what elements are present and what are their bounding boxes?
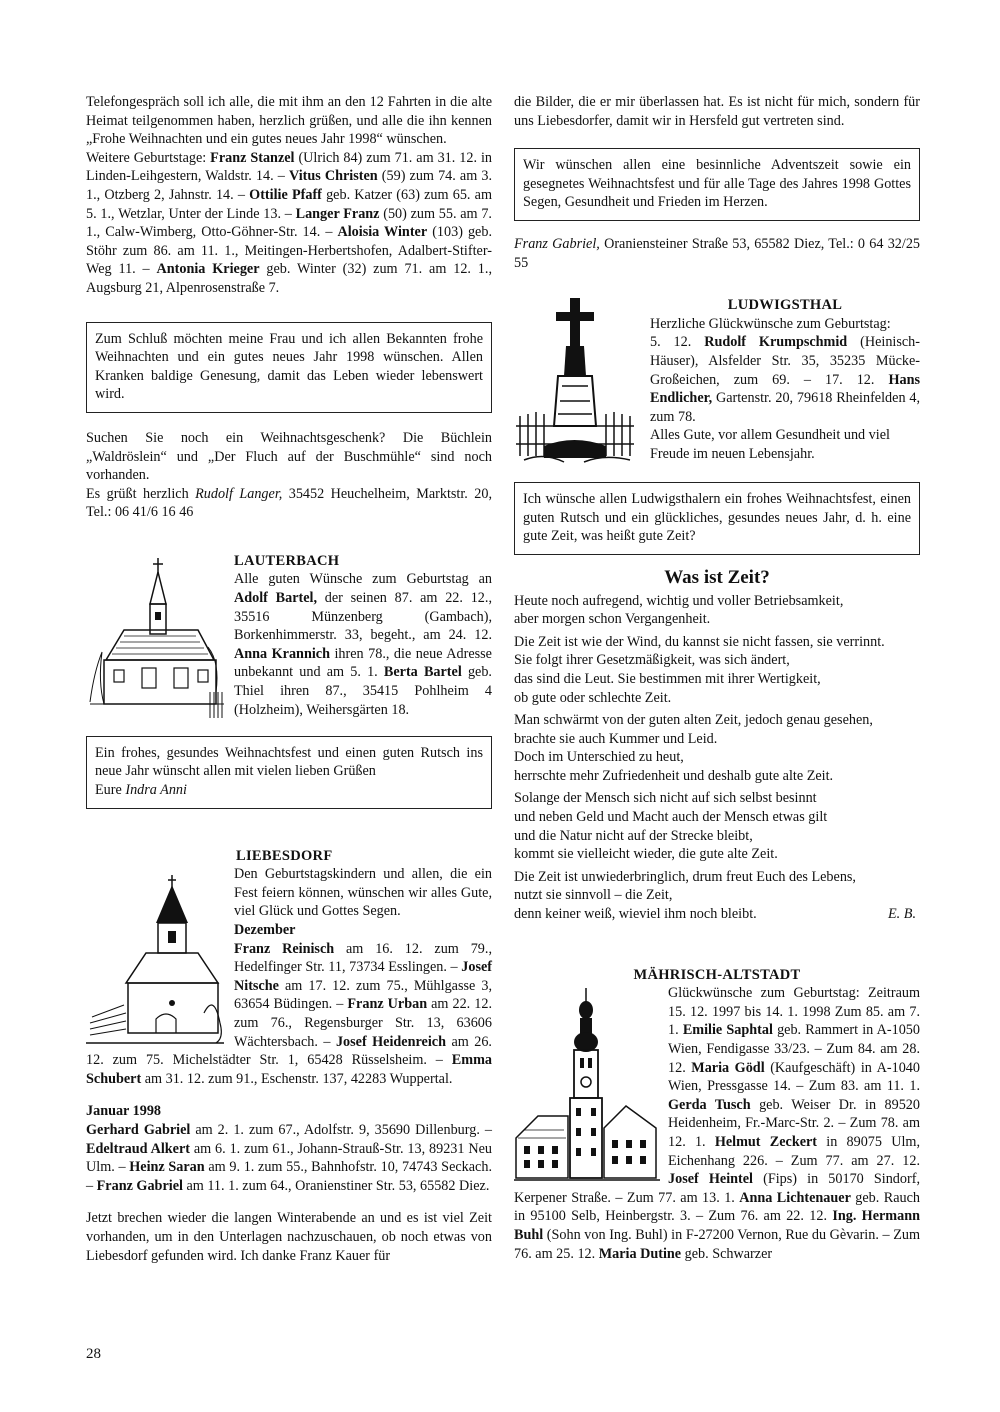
name-highlight: Vitus Christen (288, 168, 378, 185)
poem-line: das sind die Leut. Sie bestimmen mit ihrer Wertigkeit, (514, 670, 821, 687)
text-run: (59) zum 74. am 3. 1., Otzberg 2, Jahnstr. 14. – (86, 168, 492, 203)
birthdays-lead: Weitere Geburtstage: (86, 149, 211, 166)
altstadt-tower-illustration (514, 988, 660, 1188)
gabriel-signature (514, 235, 920, 272)
greeting-box-ludwigsthal-text: Ich wünsche allen Ludwigsthalern ein frohes Weihnachtsfest, einen guten Rutsch und ein glückliches, gesundes neues Jahr, d. h. eine gute Zeit, was heißt gute Zeit? (523, 491, 911, 545)
text-run: (Ulrich 84) zum 71. am 31. 12. in Linden-Leihgestern, Waldstr. 14. – (86, 149, 492, 185)
poem-line: brachte sie auch Kummer und Leid. (514, 730, 718, 747)
name-highlight: Josef Heintel (668, 1171, 753, 1188)
church-icon (86, 552, 226, 722)
name-highlight: Anna Krannich (234, 645, 330, 662)
greeting-name: Rudolf Langer, (195, 485, 283, 502)
intro-paragraph: Telefongespräch soll ich alle, die mit ihm an den 12 Fahrten in die alte Heimat teilgenommen haben, herzlich grüßen, und alle die ihn kennen „Frohe Weihnachten und ein gutes neues Jahr 1998“ wünschen. (86, 94, 492, 148)
altstadt-title: MÄHRISCH-ALTSTADT (633, 966, 801, 983)
lauterbach-title: LAUTERBACH (234, 552, 340, 569)
text-run: am 9. 1. zum 55., Bahnhofstr. 10, 74743 Seckach. – (86, 1159, 492, 1194)
greeting-box-gabriel-text: Wir wünschen allen eine besinnliche Adventszeit sowie ein gesegnetes Weihnachtsfest und für alle Tage des Jahres 1998 Gottes Segen, Gesundheit und Frieden im Herzen. (523, 157, 911, 211)
text-run: (Fips) in 50170 Sindorf, Kerpener Straße. – Zum 77. am 13. 1. (514, 1171, 920, 1206)
text-run: am 6. 1. zum 61., Johann-Strauß-Str. 13, 89231 Neu Ulm. – (86, 1140, 492, 1176)
text-run: (50) zum 55. am 7. 1., Calw-Wimberg, Otto-Göhner-Str. 14. – (86, 205, 492, 241)
text-run: am 17. 12. zum 75., Mühlgasse 3, 63654 Büdingen. – (234, 977, 492, 1013)
name-highlight: Hans Endlicher, (650, 371, 920, 407)
greeting-box-indra-signature (95, 781, 483, 800)
name-highlight: Franz Gabriel (96, 1177, 183, 1194)
birthdays-paragraph (86, 149, 492, 298)
name-highlight: Aloisia Winter (337, 224, 428, 241)
liebesdorf-church-illustration (86, 873, 226, 1047)
text-run: geb. Katzer (63) zum 65. am 5. 1., Wetzlar, Unter der Linde 13. – (86, 186, 492, 222)
right-column (514, 93, 920, 1263)
liebesdorf-january-list (86, 1121, 492, 1195)
greeting-pre: Es grüßt herzlich (86, 485, 196, 502)
gift-paragraph: Suchen Sie noch ein Weihnachtsgeschenk? Die Büchlein „Waldröslein“ und „Der Fluch auf der Buschmühle“ sind noch vorhanden. (86, 429, 492, 484)
birthdays-list (86, 150, 492, 296)
poem-line: Man schwärmt von der guten alten Zeit, jedoch genau gesehen, (514, 712, 873, 729)
poem-line: Die Zeit ist unwiederbringlich, drum freut Euch des Lebens, (514, 868, 856, 885)
text-run: geb. Schwarzer (681, 1245, 773, 1262)
poem-line: Sie folgt ihrer Gesetzmäßigkeit, was sich ändert, (514, 652, 790, 669)
poem-title: Was ist Zeit? (664, 566, 770, 588)
ludwigsthal-section (514, 296, 920, 466)
poem-last-line (514, 905, 916, 924)
name-highlight: Gerhard Gabriel (86, 1121, 191, 1138)
name-highlight: Ing. Hermann Buhl (514, 1208, 921, 1243)
text-run: am 22. 12. zum 76., Regensburger Str. 13, 63606 Wächtersbach. – (234, 996, 492, 1050)
poem-stanza (514, 592, 920, 629)
text-run: (Heinisch-Häuser), Alsfelder Str. 35, 35235 Mücke-Großeichen, zum 69. – 17. 12. (650, 334, 920, 388)
name-highlight: Josef Nitsche (234, 959, 492, 994)
name-highlight: Helmut Zeckert (714, 1133, 818, 1150)
name-highlight: Emma Schubert (86, 1052, 492, 1087)
name-highlight: Antonia Krieger (156, 261, 260, 278)
text-run: geb. Winter (32) zum 71. am 12. 1., Augsburg 21, Alpenrosenstraße 7. (86, 261, 492, 296)
text-run: in 89075 Ulm, Eichenhang 226. – Zum 77. am 27. 12. (668, 1133, 920, 1169)
greeting-box-indra (86, 736, 492, 809)
poem-final-verse: denn keiner weiß, wieviel ihm noch bleibt. (514, 906, 757, 923)
poem-line: und die Natur nicht auf der Strecke bleibt, (514, 827, 753, 844)
poem-line: ob gute oder schlechte Zeit. (514, 689, 672, 706)
text-run: der seinen 87. am 22. 12., 35516 Münzenberg (Gambach), Borkenhimmerstr. 33, begeht., am 24. 12. (234, 590, 492, 644)
name-highlight: Franz Stanzel (210, 149, 295, 166)
text-run: am 11. 1. zum 64., Oranienstiner Str. 53, 65582 Diez. (182, 1177, 490, 1194)
liebesdorf-outro: Jetzt brechen wieder die langen Winterabende an und es ist viel Zeit vorhanden, um in den Unterlagen nachzuschauen, ob noch etwas von Liebesdorf gefunden wird. Ich danke Franz Kauer für (86, 1210, 492, 1264)
ludwigsthal-title: LUDWIGSTHAL (727, 297, 843, 314)
sig-name: Indra Anni (125, 782, 187, 799)
name-highlight: Adolf Bartel, (234, 590, 318, 607)
cross-monument-icon (514, 296, 642, 466)
liebesdorf-month-january: Januar 1998 (86, 1103, 162, 1120)
greeting-box-langer (86, 322, 492, 413)
poem-line: Doch im Unterschied zu heut, (514, 749, 684, 766)
lauterbach-church-illustration (86, 552, 226, 722)
text-run: Gartenstr. 20, 79618 Rheinfelden 4, zum 78. (650, 390, 920, 425)
town-tower-icon (514, 988, 660, 1188)
name-highlight: Maria Dutine (598, 1245, 682, 1262)
left-column (86, 93, 492, 1265)
name-highlight: Maria Gödl (691, 1059, 765, 1076)
poem-line: Heute noch aufregend, wichtig und voller Betriebsamkeit, (514, 592, 844, 609)
text-run: (Sohn von Ing. Buhl) in F-27200 Vernon, Rue du Gèvarin. – Zum 76. am 25. 12. (514, 1226, 920, 1262)
poem-line: aber morgen schon Vergangenheit. (514, 611, 711, 628)
text-run: geb. Thiel ihren 87., 35415 Pohlheim 4 (Holzheim), Weihersgärten 18. (234, 664, 492, 718)
text-run: geb. Rauch in 95100 Selb, Heinbergstr. 3. – Zum 76. am 22. 12. (514, 1189, 920, 1225)
poem-line: Die Zeit ist wie der Wind, du kannst sie nicht fassen, sie verrinnt. (514, 633, 885, 650)
text-run: am 26. 12. zum 75. Michelstädter Str. 1, 65428 Rüsselsheim. – (86, 1033, 492, 1069)
poem-line: kommt sie vielleicht wieder, die gute alte Zeit. (514, 846, 778, 863)
text-run: am 31. 12. zum 91., Eschenstr. 137, 42283 Wuppertal. (141, 1070, 453, 1087)
text-run: am 2. 1. zum 67., Adolfstr. 9, 35690 Dillenburg. – (190, 1121, 492, 1138)
page-number: 28 (86, 1346, 101, 1362)
altstadt-section (514, 966, 920, 1264)
name-highlight: Franz Urban (347, 996, 428, 1013)
liebesdorf-month-december: Dezember (234, 922, 296, 939)
name-highlight: Anna Lichtenauer (739, 1189, 851, 1206)
sig-pre: Eure (95, 782, 126, 799)
name-highlight: Ottilie Pfaff (249, 186, 322, 203)
text-run: am 16. 12. zum 79., Hedelfinger Str. 11, 73734 Esslingen. – (234, 940, 492, 976)
name-highlight: Edeltraud Alkert (86, 1140, 190, 1157)
poem-body (514, 592, 920, 906)
text-run: Glückwünsche zum Geburtstag: Zeitraum 15. 12. 1997 bis 14. 1. 1998 Zum 85. am 7. 1. (668, 985, 920, 1039)
name-highlight: Gerda Tusch (668, 1096, 751, 1113)
ludwigsthal-intro: Herzliche Glückwünsche zum Geburtstag: (650, 315, 891, 332)
poem-stanza (514, 711, 920, 785)
gabriel-address: Oraniensteiner Straße 53, 65582 Diez, Tel.: 0 64 32/25 55 (514, 235, 921, 271)
name-highlight: Franz Reinisch (234, 940, 335, 957)
ludwigsthal-outro: Alles Gute, vor allem Gesundheit und viel Freude im neuen Lebensjahr. (650, 427, 890, 462)
ludwigsthal-cross-illustration (514, 296, 642, 466)
greeting-box-text: Zum Schluß möchten meine Frau und ich allen Bekannten frohe Weihnachten und ein gutes neues Jahr 1998 wünschen. Allen Kranken baldige Genesung, damit das Leben wieder lebenswert wird. (95, 330, 483, 403)
church-icon (86, 873, 226, 1047)
name-highlight: Josef Heidenreich (335, 1033, 446, 1050)
gabriel-name: Franz Gabriel, (514, 235, 600, 252)
poem-author-initials: E. B. (888, 906, 916, 923)
lauterbach-section (86, 552, 492, 722)
greeting-address: 35452 Heuchelheim, Marktstr. 20, Tel.: 06 41/6 16 46 (86, 485, 492, 521)
text-run: (Kaufgeschäft) in A-1040 Wien, Pressgasse 14. – Zum 83. am 11. 1. (668, 1059, 920, 1095)
name-highlight: Rudolf Krumpschmid (704, 334, 848, 351)
poem-line: und neben Geld und Macht auch der Mensch etwas gilt (514, 809, 828, 826)
text-run: (103) geb. Stöhr zum 86. am 11. 1., Meitingen-Herbertshofen, Adalbert-Stifter-Weg 11. – (86, 224, 492, 278)
right-intro: die Bilder, die er mir überlassen hat. Es ist nicht für mich, sondern für uns Liebesdorfer, damit wir in Hersfeld gut vertreten sind. (514, 94, 920, 129)
poem-line: nutzt sie sinnvoll – die Zeit, (514, 887, 673, 904)
liebesdorf-section (86, 847, 492, 1265)
name-highlight: Heinz Saran (129, 1159, 205, 1176)
name-highlight: Langer Franz (295, 205, 380, 222)
greeting-signature (86, 485, 492, 522)
text-run: Alle guten Wünsche zum Geburtstag an (234, 571, 492, 588)
greeting-box-indra-text: Ein frohes, gesundes Weihnachtsfest und einen guten Rutsch ins neue Jahr wünscht allen mit vielen lieben Grüßen (95, 744, 483, 780)
poem-line: herrschte mehr Zufriedenheit und deshalb gute alte Zeit. (514, 767, 834, 784)
greeting-box-gabriel (514, 148, 920, 221)
poem-line: Solange der Mensch sich nicht auf sich selbst besinnt (514, 790, 817, 807)
greeting-box-ludwigsthal (514, 482, 920, 555)
poem-stanza (514, 633, 920, 707)
text-run: geb. Rammert in A-1050 Wien, Fendigasse 33/23. – Zum 84. am 28. 12. (668, 1022, 920, 1076)
text-run: 5. 12. (650, 334, 705, 351)
text-run: geb. Weiser Dr. in 89520 Heidenheim, Fr.-Marc-Str. 2. – Zum 78. am 12. 1. (668, 1096, 920, 1150)
liebesdorf-intro: Den Geburtstagskindern und allen, die ein Fest feiern können, wünschen wir alles Gute, viel Glück und Gottes Segen. (234, 866, 492, 920)
name-highlight: Berta Bartel (383, 664, 462, 681)
poem-stanza (514, 868, 920, 905)
liebesdorf-title: LIEBESDORF (236, 847, 333, 864)
name-highlight: Emilie Saphtal (682, 1022, 773, 1039)
text-run: ihren 78., die neue Adresse unbekannt und am 5. 1. (234, 645, 492, 681)
poem-stanza (514, 789, 920, 863)
